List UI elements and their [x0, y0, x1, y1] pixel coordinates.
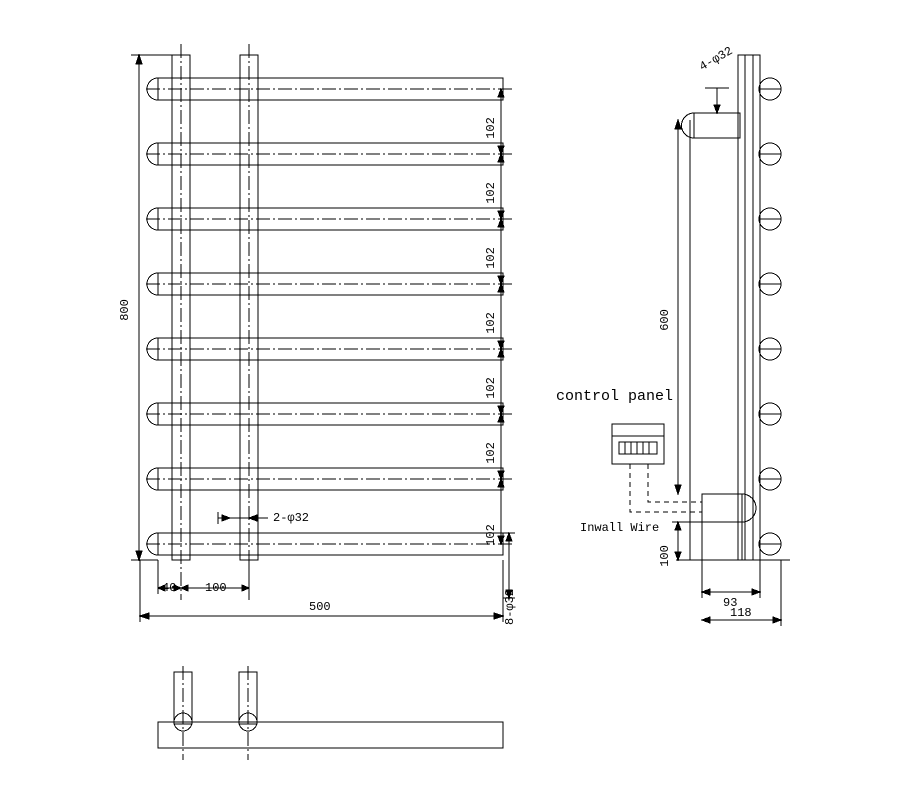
dim-height-800 — [131, 55, 172, 560]
dim-93 — [702, 560, 760, 598]
dim-label-102-1: 102 — [484, 117, 498, 139]
dim-label-102-3: 102 — [484, 247, 498, 269]
note-4-phi32: 4-φ32 — [697, 43, 736, 75]
front-bar-centerlines — [146, 89, 515, 544]
side-circle-crosshairs — [759, 89, 781, 544]
dim-label-102-5: 102 — [484, 377, 498, 399]
inwall-wire-path — [630, 464, 702, 512]
front-bar-end-caps — [147, 78, 158, 555]
dim-label-500: 500 — [309, 600, 331, 614]
dim-100-bottom — [672, 522, 702, 560]
dim-label-40: 40 — [162, 581, 177, 595]
leader-2-phi32 — [218, 512, 268, 524]
control-panel-box — [612, 424, 664, 464]
dim-label-800: 800 — [118, 299, 132, 321]
side-bar-circles — [759, 78, 781, 555]
dim-label-93: 93 — [723, 596, 738, 610]
note-2-phi32: 2-φ32 — [273, 511, 310, 525]
side-upper-bracket — [682, 113, 741, 560]
dim-600 — [675, 120, 681, 494]
front-post-centerlines — [181, 44, 249, 600]
dim-label-102-2: 102 — [484, 182, 498, 204]
dim-label-102-6: 102 — [484, 442, 498, 464]
side-lower-bracket — [702, 494, 756, 560]
dim-label-102-4: 102 — [484, 312, 498, 334]
top-view-geometry — [158, 666, 503, 760]
front-vertical-posts — [172, 55, 258, 560]
dim-label-100-bottom: 100 — [658, 545, 672, 567]
leader-4-phi32 — [705, 88, 729, 113]
dim-label-102-7: 102 — [484, 524, 498, 546]
note-8-phi32: 8-φ32 — [503, 588, 517, 625]
side-main-body — [738, 55, 760, 560]
control-panel-label: control panel — [556, 388, 674, 405]
front-horizontal-bars — [158, 78, 503, 555]
dim-label-118: 118 — [730, 606, 752, 620]
dim-label-600: 600 — [658, 309, 672, 331]
dim-label-100: 100 — [205, 581, 227, 595]
inwall-wire-label: Inwall Wire — [580, 521, 660, 535]
